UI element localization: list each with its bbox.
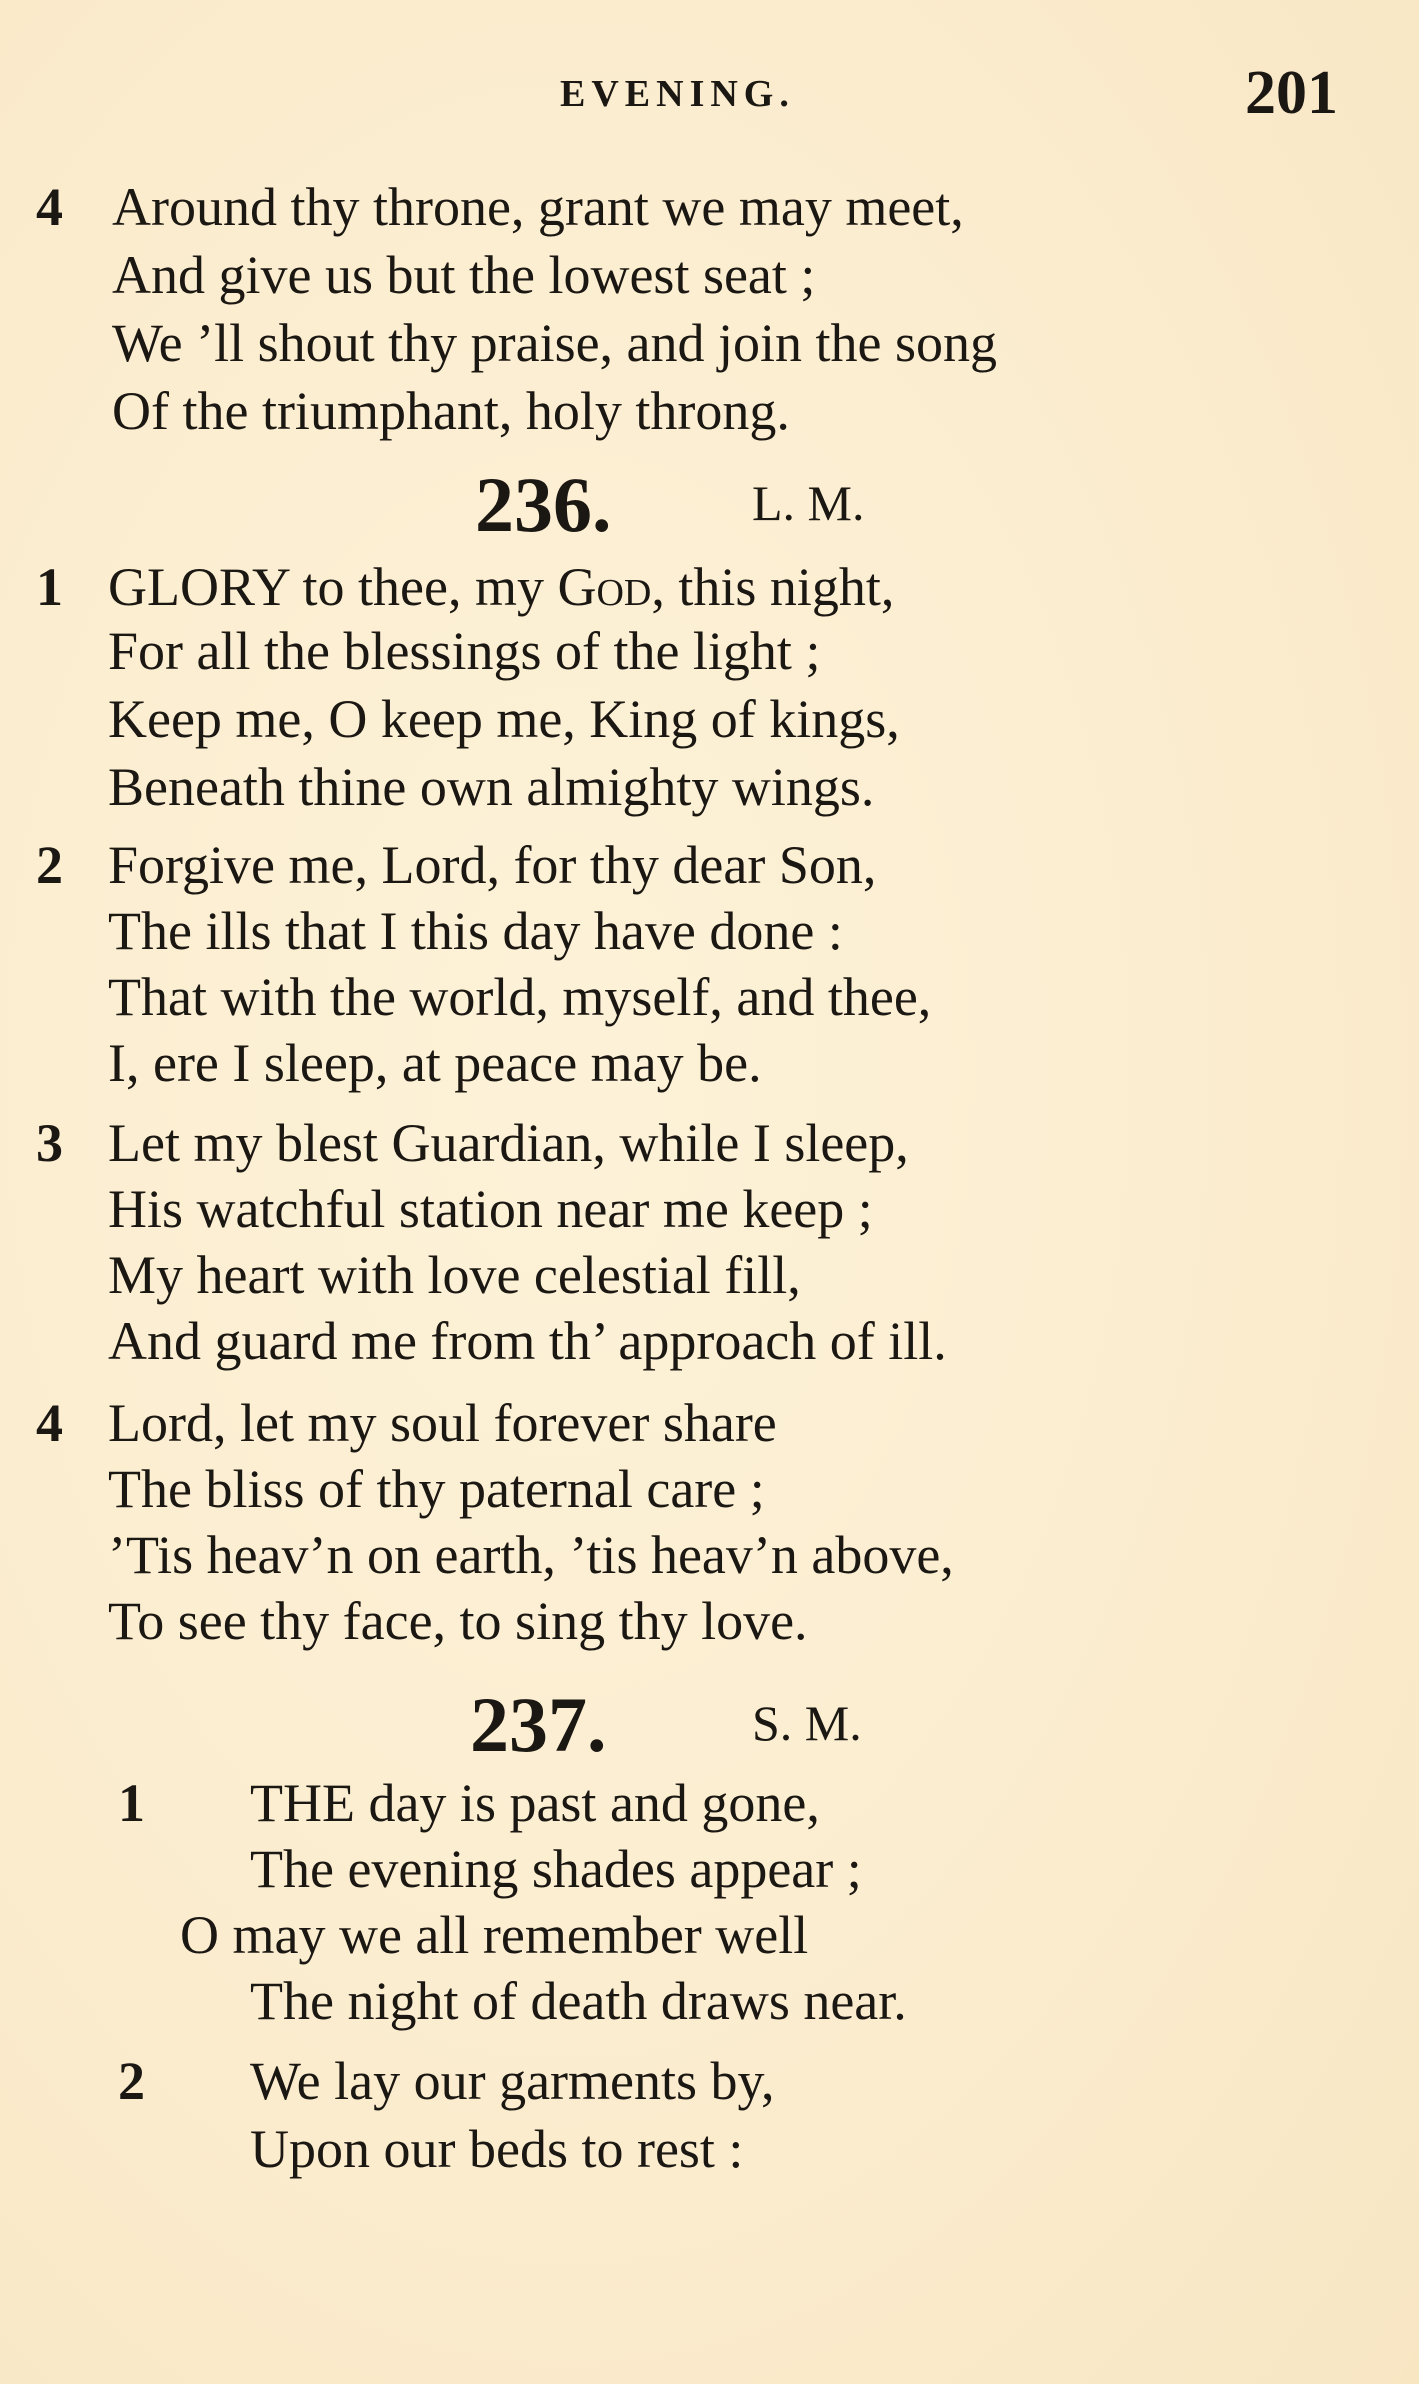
verse-line: The night of death draws near. bbox=[250, 1971, 907, 2031]
page-number: 201 bbox=[1245, 59, 1338, 127]
verse-line: And guard me from th’ approach of ill. bbox=[108, 1311, 947, 1371]
stanza-number: 2 bbox=[36, 835, 63, 895]
verse-line: We ’ll shout thy praise, and join the song bbox=[112, 313, 998, 373]
verse-line: O may we all remember well bbox=[180, 1905, 809, 1965]
hymn-number: 237. bbox=[470, 1681, 607, 1768]
verse-line bbox=[108, 557, 895, 617]
hymn-meter: L. M. bbox=[752, 475, 865, 531]
stanza-number: 4 bbox=[36, 177, 63, 237]
verse-line: Beneath thine own almighty wings. bbox=[108, 757, 875, 817]
verse-line: The bliss of thy paternal care ; bbox=[108, 1459, 765, 1519]
stanza-number: 3 bbox=[36, 1113, 63, 1173]
stanza-number: 1 bbox=[118, 1773, 145, 1833]
verse-line: Forgive me, Lord, for thy dear Son, bbox=[108, 835, 877, 895]
stanza-number: 1 bbox=[36, 557, 63, 617]
verse-line: I, ere I sleep, at peace may be. bbox=[108, 1033, 762, 1093]
verse-line: Let my blest Guardian, while I sleep, bbox=[108, 1113, 909, 1173]
hymn-meter: S. M. bbox=[752, 1695, 862, 1751]
verse-text: to thee, my bbox=[302, 557, 544, 617]
verse-line: Lord, let my soul forever share bbox=[108, 1393, 777, 1453]
verse-line: Around thy throne, grant we may meet, bbox=[112, 177, 964, 237]
verse-line: To see thy face, to sing thy love. bbox=[108, 1591, 808, 1651]
verse-line: Upon our beds to rest : bbox=[250, 2119, 744, 2179]
running-head: EVENING. bbox=[560, 73, 795, 115]
verse-line: The evening shades appear ; bbox=[250, 1839, 862, 1899]
verse-line: THE day is past and gone, bbox=[250, 1773, 820, 1833]
verse-text: , this night, bbox=[651, 557, 895, 617]
hymn-number: 236. bbox=[475, 461, 612, 548]
verse-line: The ills that I this day have done : bbox=[108, 901, 843, 961]
verse-line: His watchful station near me keep ; bbox=[108, 1179, 873, 1239]
verse-line: ’Tis heav’n on earth, ’tis heav’n above, bbox=[108, 1525, 954, 1585]
verse-line: That with the world, myself, and thee, bbox=[108, 967, 932, 1027]
verse-line: For all the blessings of the light ; bbox=[108, 621, 821, 681]
verse-line: Keep me, O keep me, King of kings, bbox=[108, 689, 900, 749]
verse-line: Of the triumphant, holy throng. bbox=[112, 381, 790, 441]
verse-line: My heart with love celestial fill, bbox=[108, 1245, 801, 1305]
stanza-number: 2 bbox=[118, 2051, 145, 2111]
verse-line: And give us but the lowest seat ; bbox=[112, 245, 816, 305]
stanza-number: 4 bbox=[36, 1393, 63, 1453]
verse-line: We lay our garments by, bbox=[250, 2051, 775, 2111]
divine-name: God bbox=[557, 557, 652, 617]
initial-word: GLORY bbox=[108, 557, 290, 617]
